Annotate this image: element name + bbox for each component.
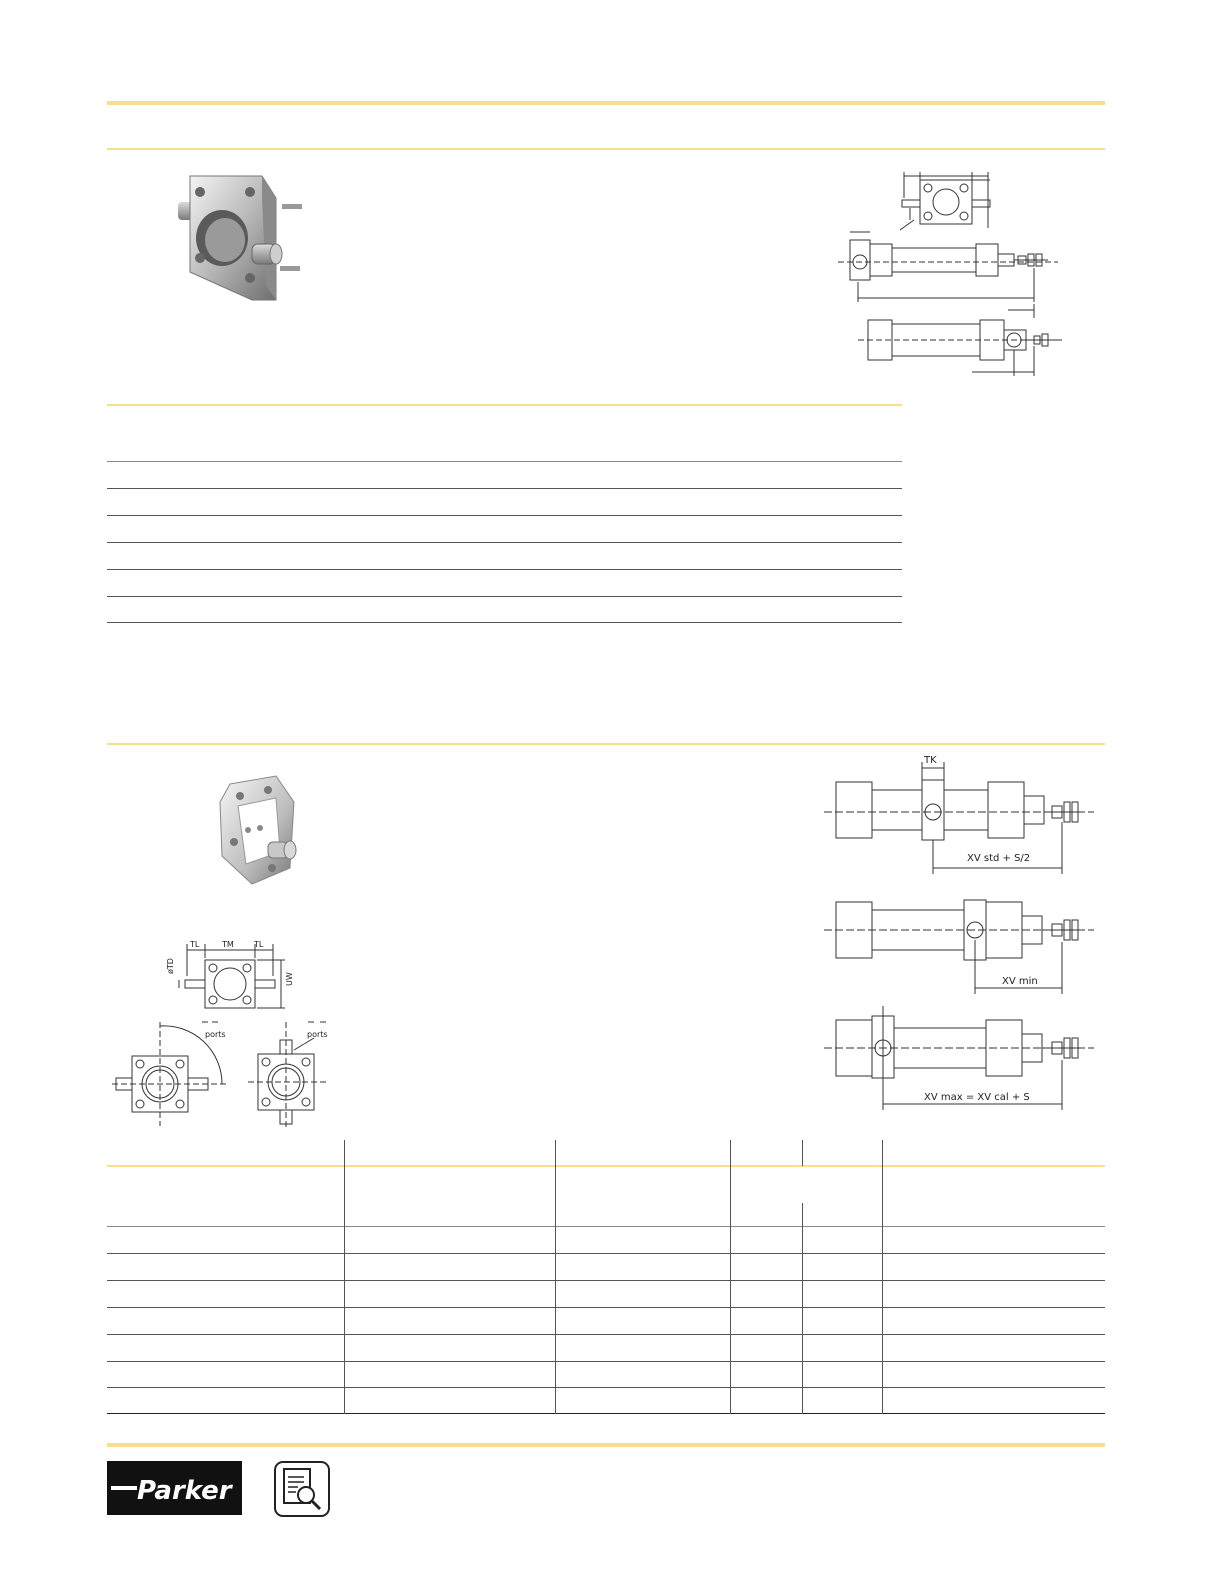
cylinder-xv-min-drawing (824, 890, 1094, 998)
table-row (107, 1413, 1105, 1414)
table-row (107, 1361, 1105, 1362)
dim-label-xv-min: XV min (1002, 976, 1038, 987)
table-row (107, 488, 902, 489)
table2-col-divider (802, 1140, 803, 1166)
table-row (107, 1334, 1105, 1335)
header-top-rule (107, 101, 1105, 105)
dim-label-tl-left: TL (190, 940, 200, 949)
table-row (107, 622, 902, 623)
dim-label-tk: TK (924, 755, 937, 766)
flange-trunnion-drawing (838, 162, 1068, 387)
table-row (107, 542, 902, 543)
table-row (107, 596, 902, 597)
table2-col-divider (730, 1140, 731, 1414)
ports-label-left: ports (205, 1030, 226, 1039)
document-search-icon[interactable] (274, 1461, 330, 1517)
intermediate-trunnion-photo (210, 772, 310, 892)
table-row (107, 1387, 1105, 1388)
table1-top-rule (107, 404, 902, 406)
footer-rule (107, 1443, 1105, 1447)
front-view-dimension-drawing (165, 940, 305, 1012)
table2-top-rule (107, 1165, 1105, 1167)
svg-text:Parker: Parker (137, 1476, 232, 1506)
table2-col-divider (555, 1140, 556, 1414)
dim-label-tm: TM (222, 940, 234, 949)
cylinder-xv-std-drawing (824, 752, 1094, 877)
flange-trunnion-photo (170, 168, 310, 308)
table-row (107, 1280, 1105, 1281)
dim-label-uw: UW (285, 972, 294, 986)
table2-col-divider (882, 1140, 883, 1414)
table2-col-divider (802, 1203, 803, 1414)
table-row (107, 515, 902, 516)
table2-col-divider (344, 1140, 345, 1414)
dim-label-xv-max: XV max = XV cal + S (924, 1092, 1030, 1103)
dim-label-xv-std: XV std + S/2 (967, 853, 1031, 864)
header-bottom-rule (107, 148, 1105, 150)
table2-header-rule (107, 1226, 1105, 1227)
table-row (107, 1307, 1105, 1308)
section2-top-rule (107, 743, 1105, 745)
table-row (107, 1253, 1105, 1254)
dim-label-td: øTD (166, 958, 175, 974)
table1-header-rule (107, 461, 902, 462)
parker-logo (107, 1461, 242, 1515)
table-row (107, 569, 902, 570)
dim-label-tl-right: TL (254, 940, 264, 949)
ports-label-right: ports (307, 1030, 328, 1039)
